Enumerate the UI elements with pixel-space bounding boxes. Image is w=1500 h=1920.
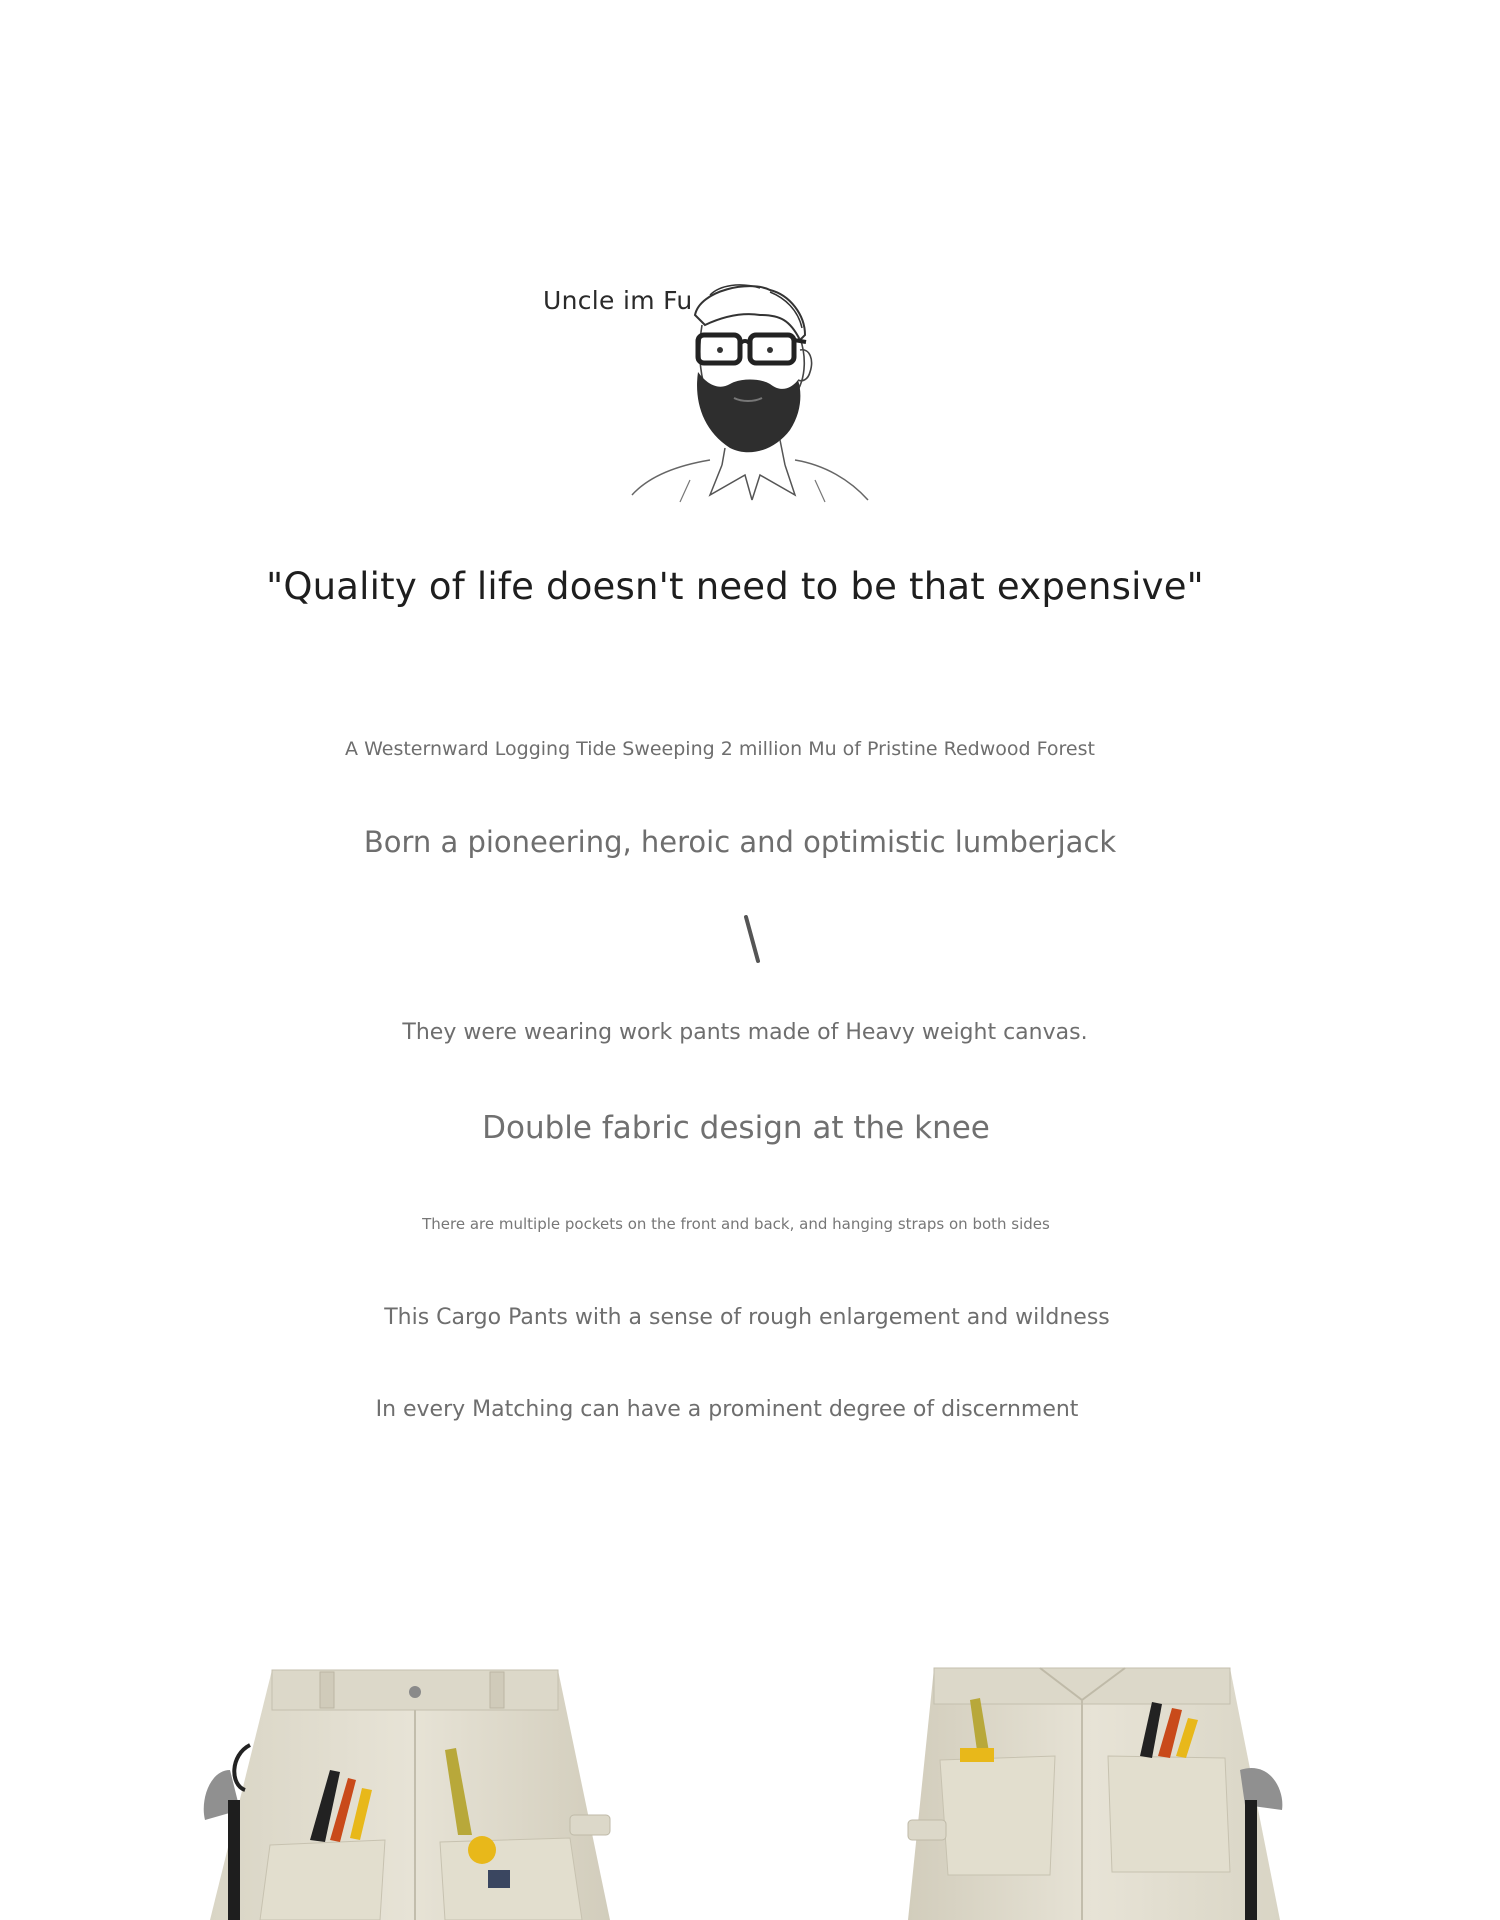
- divider-stroke-icon: [742, 915, 764, 965]
- headline-quote: "Quality of life doesn't need to be that expensive": [266, 565, 1204, 608]
- bearded-man-portrait-icon: [630, 280, 870, 505]
- cargo-pants-front-icon: [190, 1660, 630, 1920]
- brand-name: Uncle im Fu: [543, 286, 693, 315]
- story-line-1: A Westernward Logging Tide Sweeping 2 million Mu of Pristine Redwood Forest: [345, 738, 1095, 760]
- cargo-pants-back-icon: [890, 1660, 1330, 1920]
- story-line-4: Double fabric design at the knee: [482, 1110, 990, 1146]
- story-line-2: Born a pioneering, heroic and optimistic lumberjack: [363, 825, 1117, 859]
- story-line-5: There are multiple pockets on the front and back, and hanging straps on both sides: [422, 1215, 1050, 1233]
- story-line-3: They were wearing work pants made of Heavy weight canvas.: [402, 1020, 1088, 1045]
- story-line-6: This Cargo Pants with a sense of rough enlargement and wildness: [384, 1305, 1110, 1330]
- story-line-7: In every Matching can have a prominent degree of discernment: [375, 1397, 1079, 1422]
